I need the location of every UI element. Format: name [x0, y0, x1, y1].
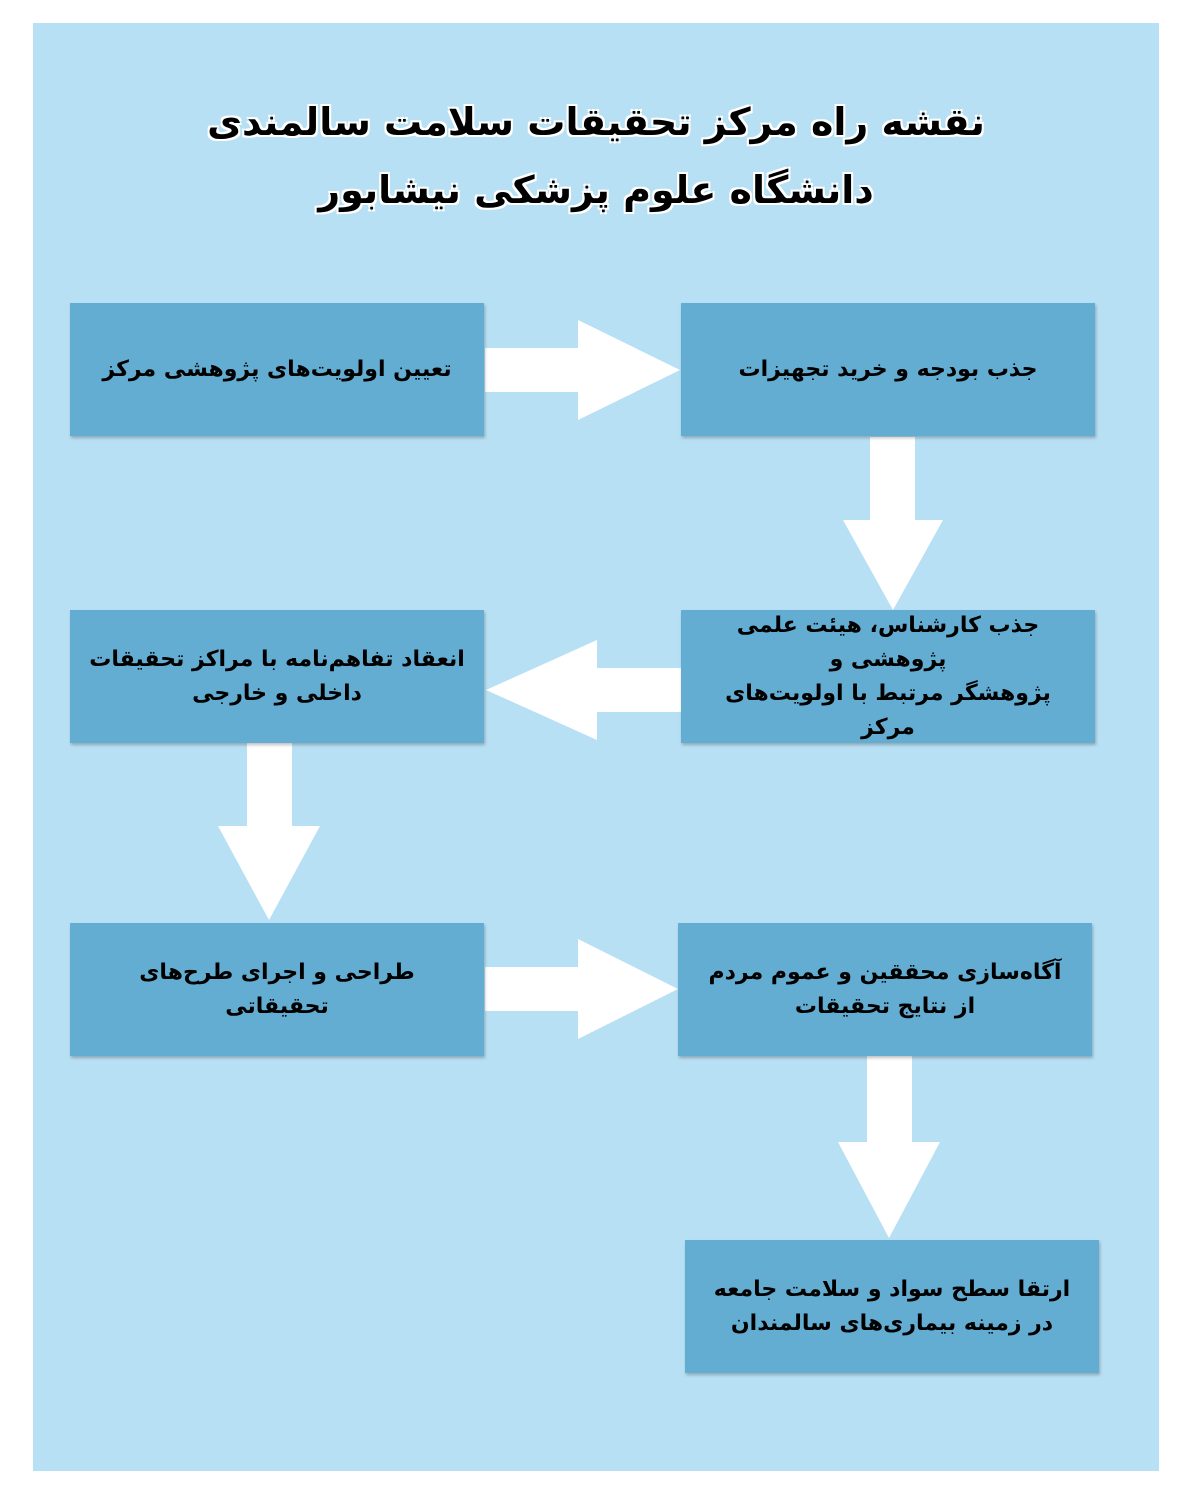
step-box-priorities — [70, 303, 484, 436]
step-text-budget: جذب بودجه و خرید تجهیزات — [738, 356, 1038, 382]
step-text-literacy-line2: در زمینه بیماری‌های سالمندان — [730, 1310, 1054, 1336]
arrow-budget-to-staff — [843, 437, 943, 610]
arrow-staff-to-agreements — [486, 640, 682, 740]
arrow-projects-to-awareness — [485, 939, 678, 1039]
step-box-projects — [70, 923, 484, 1056]
step-box-staff — [681, 610, 1095, 743]
step-box-awareness — [678, 923, 1092, 1056]
step-text-literacy-line1: ارتقا سطح سواد و سلامت جامعه — [713, 1276, 1071, 1302]
diagram-title-line2: دانشگاه علوم پزشکی نیشابور — [318, 168, 874, 212]
diagram-title-line1: نقشه راه مرکز تحقیقات سلامت سالمندی — [207, 100, 985, 144]
step-text-priorities: تعیین اولویت‌های پژوهشی مرکز — [102, 356, 452, 382]
step-text-staff-line2: پژوهشگر مرتبط با اولویت‌های مرکز — [725, 680, 1051, 740]
step-box-agreements — [70, 610, 484, 743]
step-text-agreements-line1: انعقاد تفاهم‌نامه با مراکز تحقیقات — [89, 646, 465, 672]
step-box-literacy — [685, 1240, 1099, 1373]
step-text-agreements-line2: داخلی و خارجی — [192, 680, 362, 706]
step-text-awareness-line1: آگاه‌سازی محققین و عموم مردم — [708, 959, 1062, 985]
arrow-priorities-to-budget — [485, 320, 680, 420]
step-text-staff-line1: جذب کارشناس، هیئت علمی پژوهشی و — [736, 612, 1040, 672]
arrow-agreements-to-projects — [218, 743, 320, 920]
step-box-budget — [681, 303, 1095, 436]
step-text-awareness-line2: از نتایج تحقیقات — [794, 993, 976, 1019]
step-text-projects: طراحی و اجرای طرح‌های تحقیقاتی — [139, 959, 415, 1019]
arrow-awareness-to-literacy — [838, 1056, 940, 1238]
